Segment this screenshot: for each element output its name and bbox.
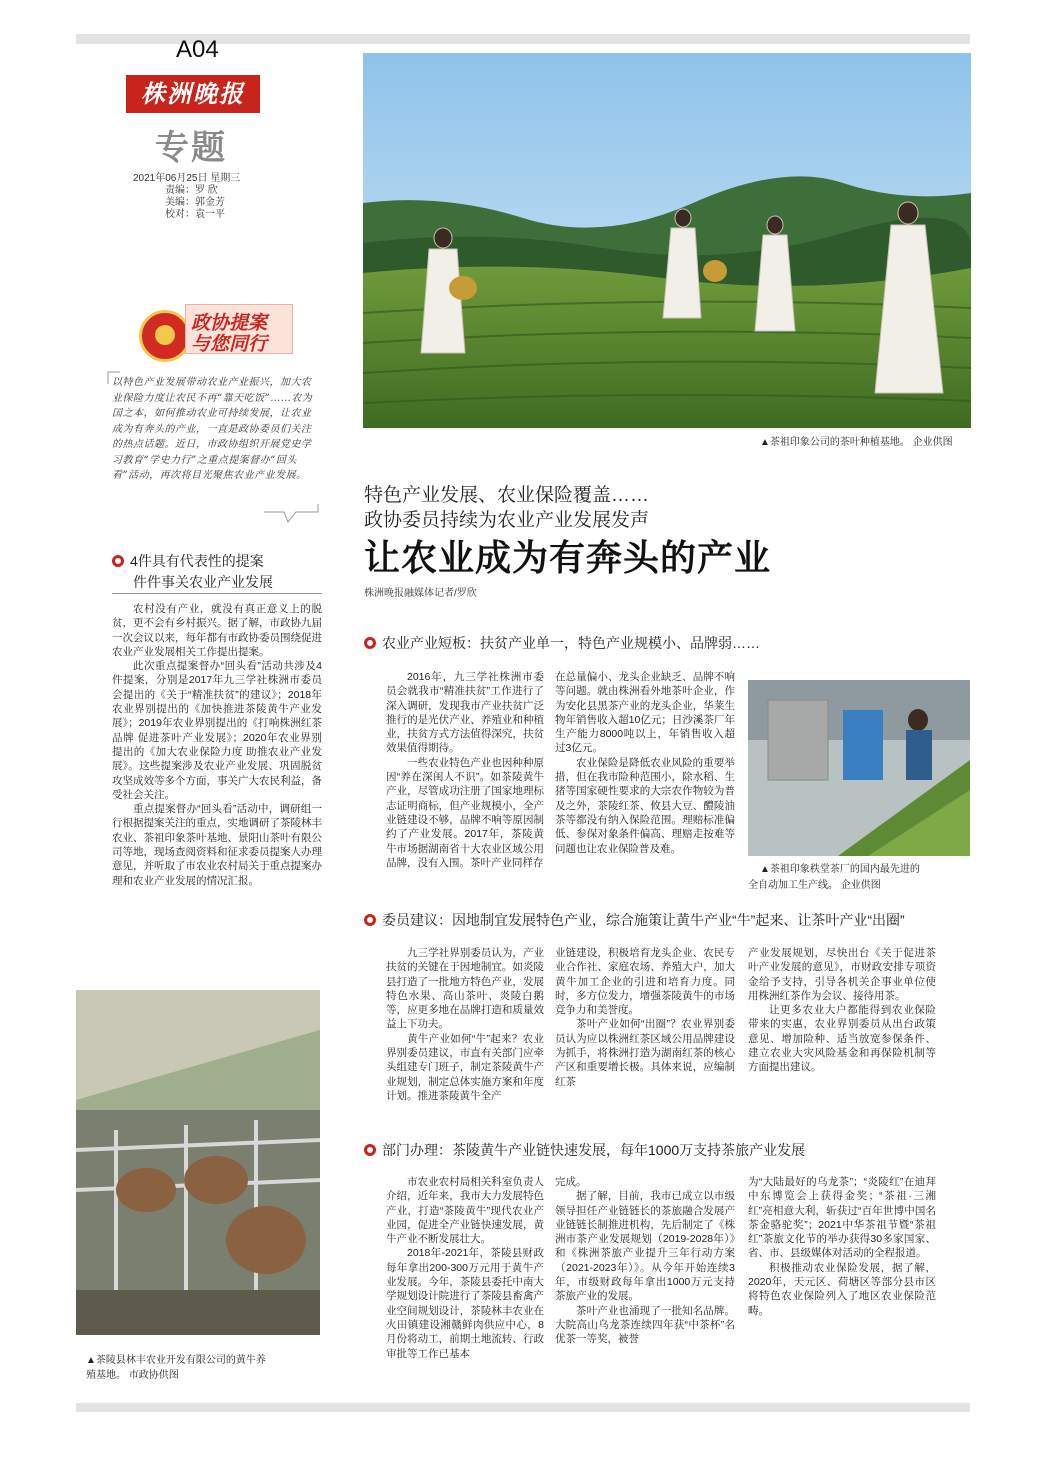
tea-plantation-photo: [363, 53, 971, 428]
paragraph: 重点提案督办“回头看”活动中，调研组一行根据提案关注的重点，实地调研了茶陵林丰农业、茶祖印象茶叶基地、景阳山茶叶有限公司等地，现场查阅资料和征求委员提案人办理意见，并听取了市农业农村局关于重点提案办理和农业产业发展的情况汇报。: [112, 803, 322, 887]
section-3-column-1: [386, 1175, 544, 1361]
section-1-column-2: [555, 670, 735, 856]
paragraph: 让更多农业大户都能得到农业保险带来的实惠，农业界别委员从出台政策意见、增加险种、适当放宽参保条件、建立农业大灾风险基金和再保险机制等方面提出建议。: [748, 1004, 936, 1074]
proofreader-credit: 校对：袁一平: [165, 209, 225, 220]
article-headline: 让农业成为有奔头的产业: [364, 537, 772, 578]
paragraph: 2018年-2021年，茶陵县财政每年拿出200-300万元用于黄牛产业发展。今年，茶陵县委托中南大学规划设计院进行了茶陵县畜禽产业空间规划设计，茶陵林丰农业在火田镇建设湘赣鲜肉供应中心，8月份将动工，前期土地流转、行政审批等工作已基本: [386, 1247, 544, 1360]
paragraph: 积极推动农业保险发展，据了解，2020年，天元区、荷塘区等部分县市区将特色农业保险列入了地区农业保险范畴。: [748, 1261, 936, 1317]
editor-credit: 责编：罗 欣: [165, 185, 218, 196]
cattle-farm-photo: [76, 990, 320, 1335]
section-title: 专题: [155, 128, 227, 168]
paragraph: 为“大陆最好的乌龙茶”；“炎陵红”在迪拜中东博览会上获得金奖；“茶祖·三湘红”亮相意大利，斩获过“百年世博中国名茶金骆驼奖”；2021中华茶祖节暨“茶祖红”茶旅文化节的举办获得30多家国家、省、市、县级媒体对活动的全程报道。: [748, 1176, 936, 1260]
paragraph: 产业发展规划，尽快出台《关于促进茶叶产业发展的意见》，市财政安排专项资金给予支持，引导各机关企事业单位使用株洲红茶作为会议、接待用茶。: [748, 947, 936, 1002]
paragraph: 一些农业特色产业也因种种原因“养在深闺人不识”。如茶陵黄牛产业，尽管成功注册了国家地理标志证明商标，但产业规模小，全产业链建设不够，品牌不响等原因制约了产业发展。2017年，茶陵黄牛市场据湖南省十大农业区域公用品牌，没有入围。茶叶产业同样存: [386, 756, 544, 869]
paper-masthead: 株洲晚报: [126, 75, 260, 113]
factory-photo-caption-2: 全自动加工生产线。 企业供图: [748, 880, 881, 891]
bullet-circle-icon: [112, 555, 124, 567]
tea-factory-photo: [748, 680, 970, 856]
paragraph: 完成。: [555, 1176, 587, 1188]
left-section-heading: 4件具有代表性的提案: [112, 551, 264, 571]
designer-credit: 美编：郭金芳: [165, 197, 225, 208]
bullet-circle-icon: [364, 1144, 376, 1156]
paragraph: 茶叶产业如何“出圈”？农业界别委员认为应以株洲红茶区域公用品牌建设为抓手，将株洲打造为湖南红茶的核心产区和重要增长极。具体来说，应编制红茶: [555, 1018, 735, 1088]
section-3-column-3: [748, 1175, 936, 1318]
section-2-column-1: [386, 946, 544, 1103]
paragraph: 九三学社界别委员认为，产业扶贫的关键在于因地制宜。如炎陵县打造了一批地方特色产业，发展特色水果、高山茶叶、炎陵白鹅等，应更多地在品牌打造和质量效益上下功夫。: [386, 947, 544, 1031]
paragraph: 业链建设，积极培育龙头企业、农民专业合作社、家庭农场、养殖大户，加大黄牛加工企业的引进和培育力度。同时，多方位发力，增强茶陵黄牛的市场竞争力和美誉度。: [555, 947, 735, 1017]
section-2-column-3: [748, 946, 936, 1075]
paragraph: 黄牛产业如何“牛”起来？农业界别委员建议，市直有关部门应牵头组建专门班子，制定茶陵黄牛产业规划，制定总体实施方案和年度计划。推进茶陵黄牛全产: [386, 1032, 544, 1102]
divider: [112, 593, 322, 594]
section-2-column-2: [555, 946, 735, 1089]
cattle-photo-caption-1: ▲茶陵县林丰农业开发有限公司的黄牛养: [86, 1355, 266, 1366]
cattle-photo-caption-2: 殖基地。 市政协供图: [86, 1370, 179, 1381]
section-1-column-1: [386, 670, 544, 870]
article-byline: 株洲晚报融媒体记者/罗欣: [364, 588, 477, 599]
section-3-heading: 部门办理：茶陵黄牛产业链快速发展，每年1000万支持茶旅产业发展: [364, 1140, 805, 1160]
lead-paragraph: 以特色产业发展带动农业产业振兴，加大农业保险力度让农民不再“靠天吃饭”……农为国之本，如何推动农业可持续发展，让农业成为有奔头的产业，一直是政协委员们关注的热点话题。近日，市政协组织开展党史学习教育“学史力行”之重点提案督办“回头看”活动，再次将目光聚焦农业产业发展。: [112, 377, 313, 481]
section-3-column-2: [555, 1175, 735, 1347]
paragraph: 据了解，目前，我市已成立以市级领导担任产业链链长的茶旅融合发展产业链链长制推进机构，先后制定了《株洲市茶产业发展规划（2019-2028年）》和《株洲茶旅产业提升三年行动方案（2021-2023年）》。从今年开始连续3年，市级财政每年拿出1000万元支持茶旅产业的发展。: [555, 1190, 735, 1303]
paragraph: 此次重点提案督办“回头看”活动共涉及4件提案，分别是2017年九三学社株洲市委员会提出的《关于“精准扶贫”的建议》；2018年农业界别提出的《加快推进茶陵黄牛产业发展》；2019年农业界别提出的《打响株洲红茶品牌 促进茶叶产业发展》；2020年农业界别提出的《加大农业保险力度 助推农业产业发展》。这些提案涉及农业产业发展、巩固脱贫攻坚成效等多个方面，事关广大农民利益，备受社会关注。: [112, 660, 322, 801]
page-number: A04: [176, 36, 219, 63]
paragraph: 农业保险是降低农业风险的重要举措，但在我市险种范围小，除水稻、生猪等国家硬性要求的大宗农作物较为普及之外，茶陵红茶、攸县大豆、醴陵油茶等都没有纳入保险范围。理赔标准偏低、参保对象条件偏高、理赔走按难等问题也让农业保险普及难。: [555, 756, 735, 855]
section-1-heading: 农业产业短板：扶贫产业单一，特色产业规模小、品牌弱……: [364, 633, 760, 653]
logo-line-2: 与您同行: [191, 334, 268, 355]
paragraph: 2016年，九三学社株洲市委员会就我市“精准扶贫”工作进行了深入调研，发现我市产业扶贫广泛推行的是光伏产业、养殖业和种植业，扶贫方式方法值得深究，扶贫效果值得期待。: [386, 671, 544, 755]
section-2-heading: 委员建议：因地制宜发展特色产业，综合施策让黄牛产业“牛”起来、让茶叶产业“出圈”: [364, 910, 905, 930]
factory-photo-caption-1: ▲茶祖印象秩堂茶厂的国内最先进的: [760, 864, 920, 875]
main-photo-caption: ▲茶祖印象公司的茶叶种植基地。 企业供图: [760, 437, 953, 448]
paragraph: 在总量偏小、龙头企业缺乏、品牌不响等问题。就由株洲看外地茶叶企业，作为安化县黑茶产业的龙头企业，华莱生物年销售收入超10亿元；日沙溪茶厂年生产能力8000吨以上，年销售收入超过3亿元。: [555, 671, 735, 755]
issue-date: 2021年06月25日 星期三: [133, 173, 241, 184]
paragraph: 茶叶产业也涌现了一批知名品牌。大院高山乌龙茶连续四年获“中茶杯”名优茶一等奖，被誉: [555, 1304, 735, 1346]
bullet-circle-icon: [364, 914, 376, 926]
paragraph: 农村没有产业，就没有真正意义上的脱贫，更不会有乡村振兴。据了解，市政协九届一次会议以来，每年都有市政协委员围绕促进农业产业发展相关工作提出提案。: [112, 603, 322, 658]
paragraph: 市农业农村局相关科室负责人介绍，近年来，我市大力发展特色产业，打造“茶陵黄牛”现代农业产业园，促进全产业链快速发展，黄牛产业不断发展壮大。: [386, 1176, 544, 1246]
cppcc-proposal-logo: [135, 296, 297, 360]
headline-kicker-2: 政协委员持续为农业产业发展发声: [364, 510, 650, 531]
headline-kicker-1: 特色产业发展、农业保险覆盖……: [364, 485, 650, 506]
cppcc-emblem-icon: [139, 310, 191, 362]
bullet-circle-icon: [364, 637, 376, 649]
logo-line-1: 政协提案: [191, 313, 268, 334]
left-section-heading-line2: 件件事关农业产业发展: [133, 574, 273, 590]
left-section-body: [112, 602, 322, 888]
bottom-rule: [76, 1403, 970, 1412]
editorial-credits: [133, 173, 240, 221]
